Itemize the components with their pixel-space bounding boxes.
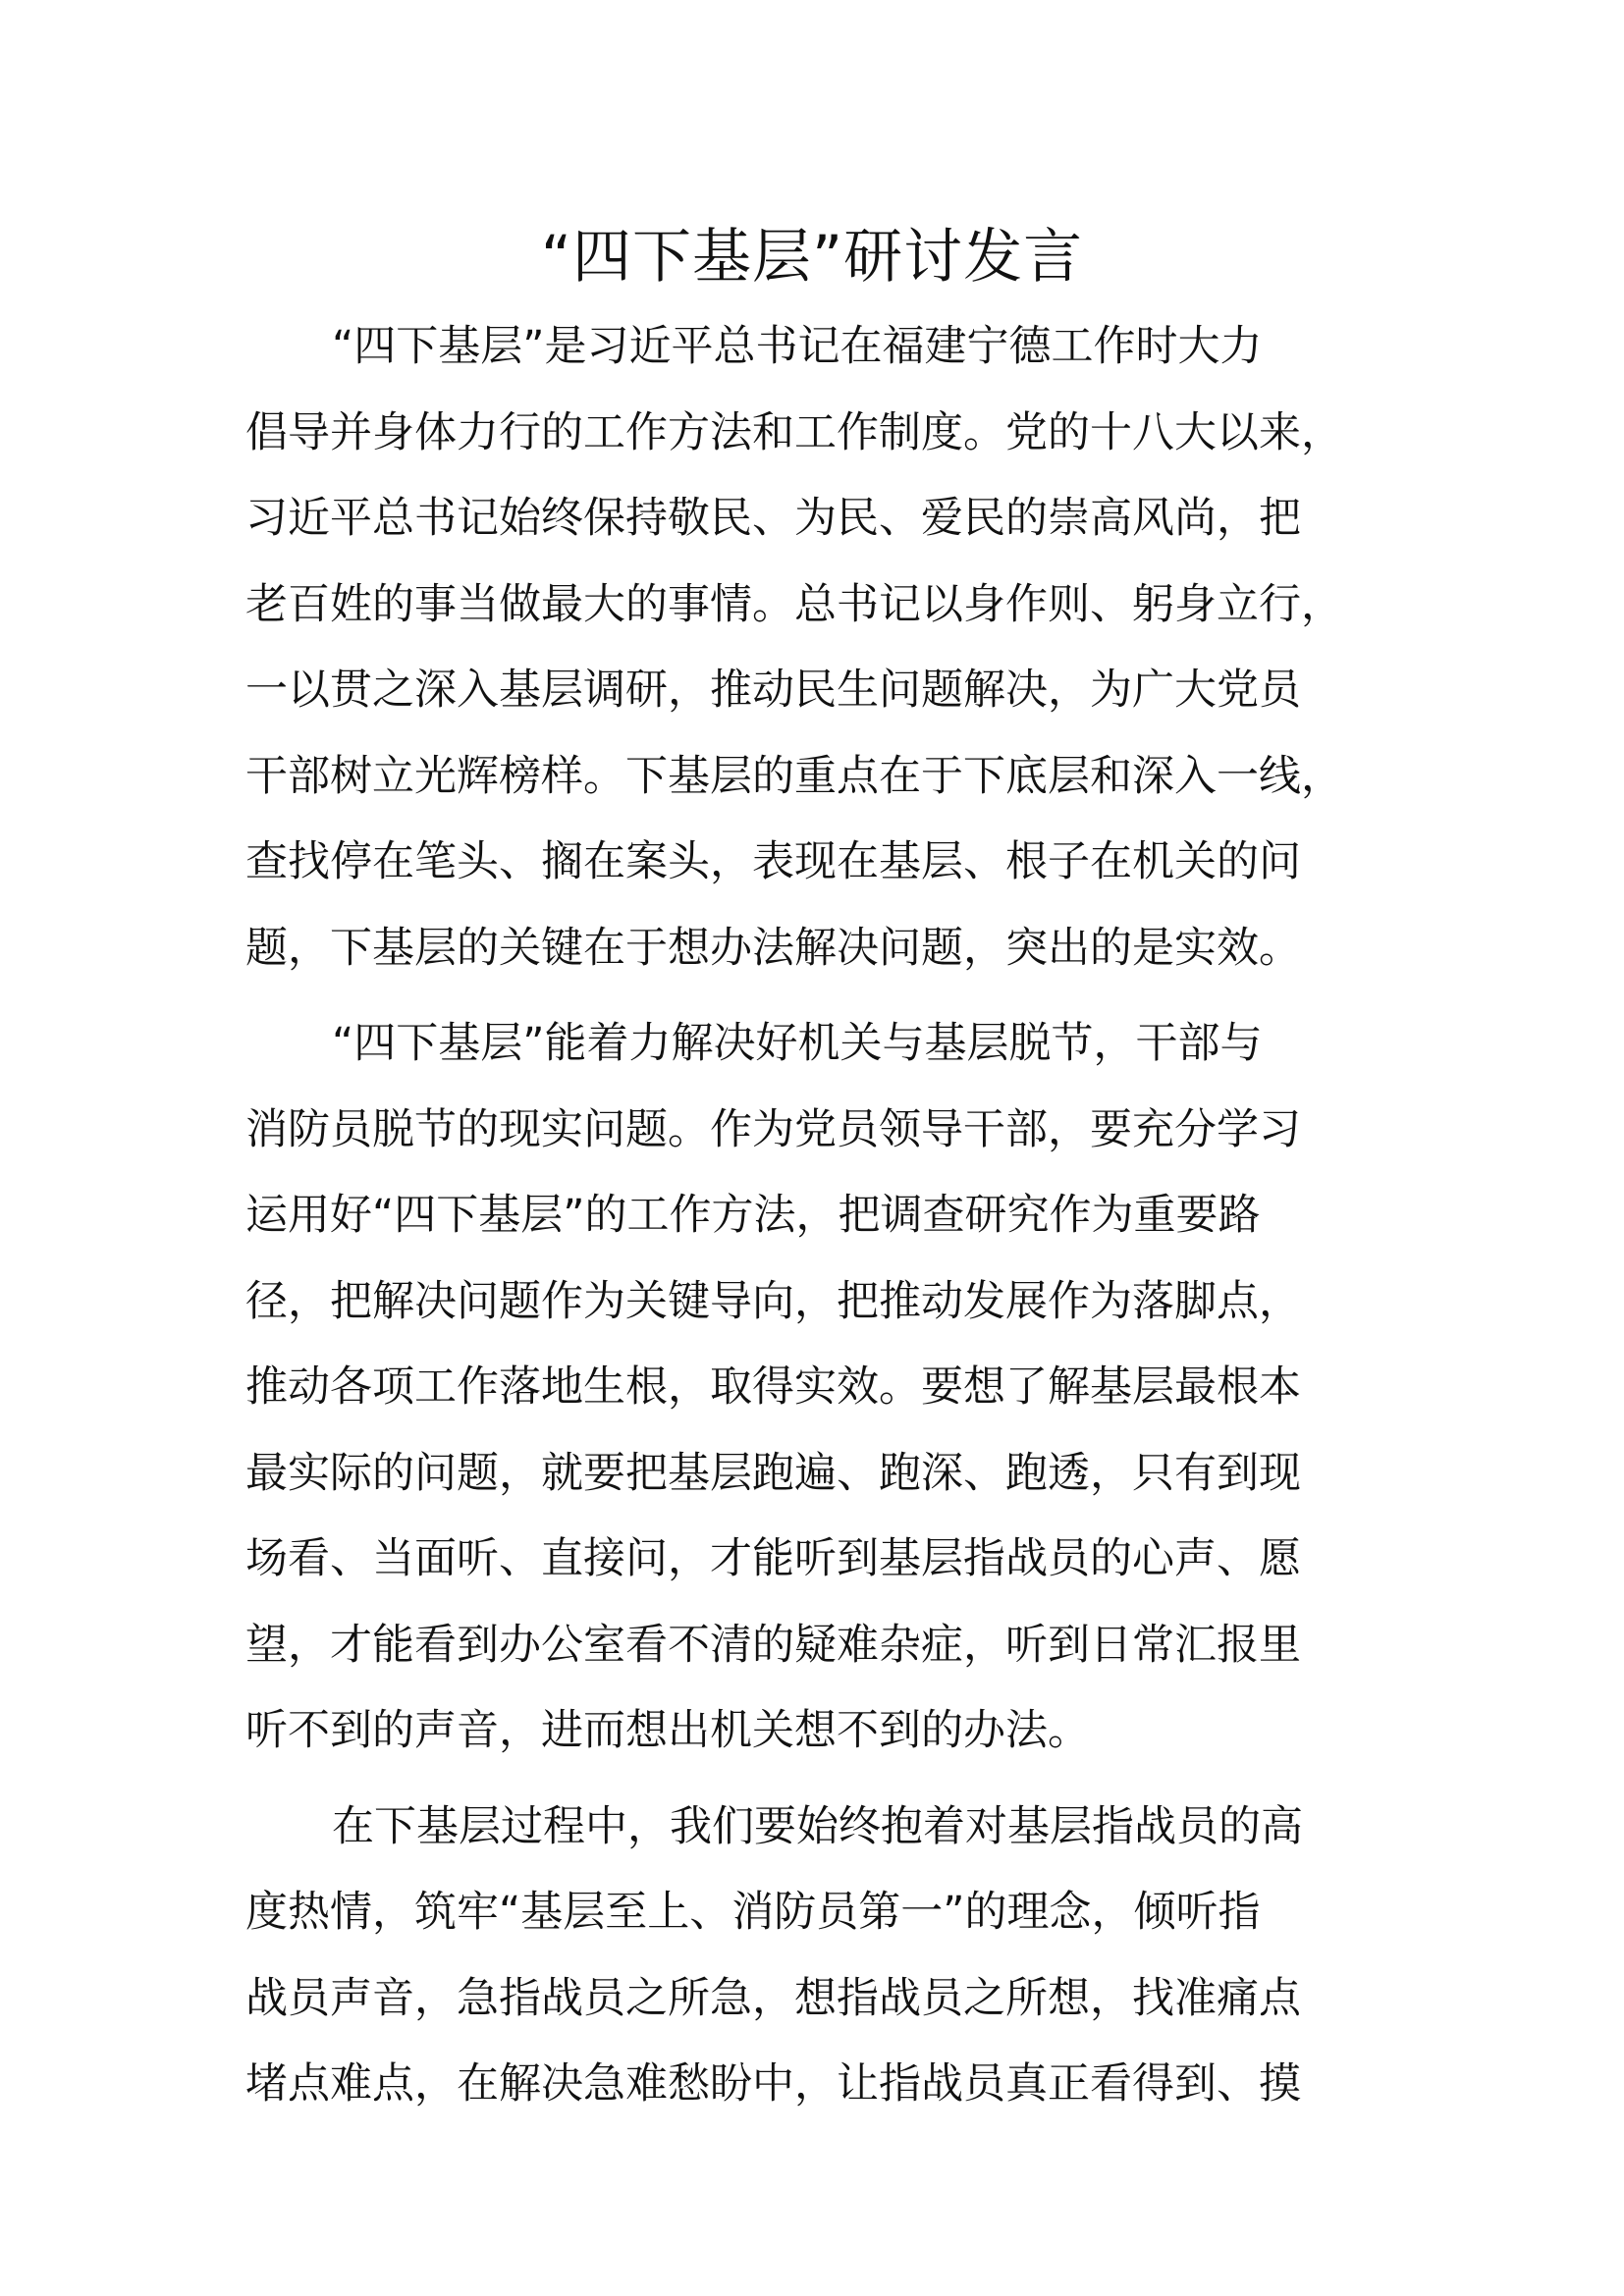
paragraph-spacer (245, 1775, 1384, 1785)
paragraph-2 (245, 1001, 1384, 1775)
paragraph-line: 倡导并身体力行的工作方法和工作制度。党的十八大以来， (245, 407, 1343, 457)
paragraph-line: 望，才能看到办公室看不清的疑难杂症，听到日常汇报里 (245, 1620, 1301, 1670)
paragraph-line: 习近平总书记始终保持敬民、为民、爱民的崇高风尚，把 (245, 494, 1301, 543)
paragraph-line: 最实际的问题，就要把基层跑遍、跑深、跑透，只有到现 (245, 1448, 1301, 1498)
paragraph-line: 一以贯之深入基层调研，推动民生问题解决，为广大党员 (245, 666, 1301, 715)
paragraph-line: 题，下基层的关键在于想办法解决问题，突出的是实效。 (245, 923, 1301, 973)
paragraph-3 (245, 1785, 1384, 2128)
paragraph-line: “四下基层”是习近平总书记在福建宁德工作时大力 (332, 322, 1263, 371)
paragraph-line: 运用好“四下基层”的工作方法，把调查研究作为重要路 (245, 1191, 1261, 1240)
paragraph-line: 场看、当面听、直接问，才能听到基层指战员的心声、愿 (245, 1534, 1301, 1583)
document-body (245, 304, 1384, 2128)
paragraph-line: 战员声音，急指战员之所急，想指战员之所想，找准痛点 (245, 1973, 1301, 2023)
paragraph-line: 度热情，筑牢“基层至上、消防员第一”的理念，倾听指 (245, 1888, 1261, 1937)
paragraph-spacer (245, 991, 1384, 1001)
paragraph-line: 听不到的声音，进而想出机关想不到的办法。 (245, 1706, 1090, 1755)
paragraph-line: 干部树立光辉榜样。下基层的重点在于下底层和深入一线， (245, 751, 1343, 801)
document-title: “四下基层”研讨发言 (540, 223, 1084, 292)
paragraph-line: 在下基层过程中，我们要始终抱着对基层指战员的高 (332, 1801, 1303, 1851)
paragraph-line: 查找停在笔头、搁在案头，表现在基层、根子在机关的问 (245, 837, 1301, 886)
paragraph-line: 推动各项工作落地生根，取得实效。要想了解基层最根本 (245, 1362, 1301, 1412)
paragraph-line: 径，把解决问题作为关键导向，把推动发展作为落脚点， (245, 1276, 1301, 1326)
paragraph-1 (245, 304, 1384, 991)
paragraph-line: 消防员脱节的现实问题。作为党员领导干部，要充分学习 (245, 1104, 1301, 1154)
paragraph-line: 堵点难点，在解决急难愁盼中，让指战员真正看得到、摸 (245, 2059, 1301, 2109)
paragraph-line: 老百姓的事当做最大的事情。总书记以身作则、躬身立行， (245, 579, 1343, 629)
paragraph-line: “四下基层”能着力解决好机关与基层脱节，干部与 (332, 1019, 1263, 1068)
